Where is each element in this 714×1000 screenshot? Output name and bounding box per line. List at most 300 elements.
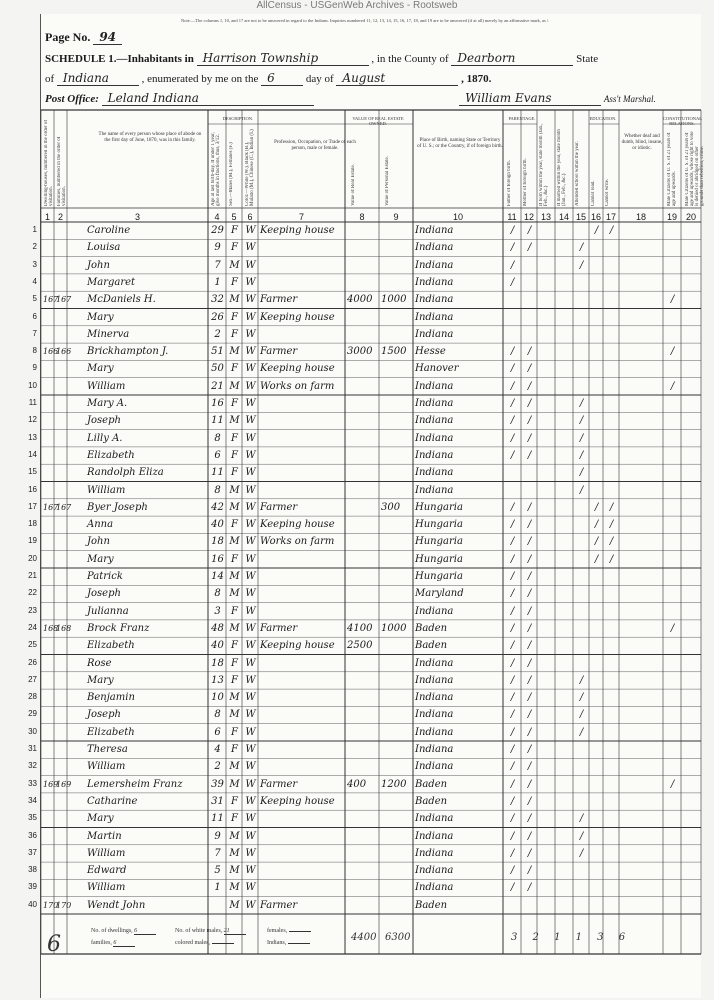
mother-foreign-mark: / bbox=[527, 709, 532, 721]
column-number-3: 3 bbox=[134, 212, 140, 222]
mother-foreign-mark: / bbox=[527, 865, 532, 877]
column-number-16: 16 bbox=[590, 212, 601, 222]
father-foreign-mark: / bbox=[510, 519, 515, 531]
birthplace: Hungaria bbox=[415, 571, 463, 582]
father-foreign-mark: / bbox=[510, 692, 515, 704]
school-mark: / bbox=[579, 813, 584, 825]
dwelling-number: 166 bbox=[43, 347, 59, 357]
row-number: 25 bbox=[28, 640, 37, 650]
color: W bbox=[245, 761, 256, 773]
mother-foreign-mark: / bbox=[527, 380, 532, 392]
col-header-family: Families, numbered in the order of visitation. bbox=[57, 136, 67, 206]
col-header-vote-denied: Male Citizens of U. S. of 21 years of age and upwards, whose right to vote is denied or abridged on other grounds than rebellion, crime. bbox=[685, 131, 705, 206]
father-foreign-mark: / bbox=[510, 449, 515, 461]
cannot-write-mark: / bbox=[609, 553, 614, 565]
marshal-name: William Evans bbox=[459, 91, 601, 106]
township: Harrison Township bbox=[197, 51, 369, 66]
person-name: Joseph bbox=[87, 415, 121, 427]
person-name: Mary bbox=[87, 311, 114, 323]
indians-label: Indians, bbox=[267, 940, 287, 946]
col-header-name: The name of every person whose place of abode on the first day of June, 1870, was in this family. bbox=[98, 132, 202, 143]
sex: F bbox=[231, 674, 238, 686]
occupation: Farmer bbox=[260, 899, 298, 911]
family-number: 170 bbox=[56, 900, 72, 910]
age: 11 bbox=[211, 813, 224, 825]
females-label: females, bbox=[267, 928, 288, 934]
age: 8 bbox=[214, 709, 221, 721]
person-name: Elizabeth bbox=[87, 449, 135, 461]
father-foreign-mark: / bbox=[510, 432, 515, 444]
cannot-write-mark: / bbox=[609, 225, 614, 236]
person-name: Caroline bbox=[87, 225, 131, 236]
birthplace: Indiana bbox=[415, 865, 454, 877]
birthplace: Baden bbox=[415, 899, 448, 911]
birthplace: Indiana bbox=[415, 398, 454, 409]
mother-foreign-mark: / bbox=[527, 813, 532, 825]
group-description: DESCRIPTION. bbox=[222, 116, 254, 121]
enumeration-day: 6 bbox=[261, 71, 303, 86]
sex: F bbox=[231, 553, 238, 565]
color: W bbox=[245, 830, 256, 842]
birthplace: Indiana bbox=[415, 744, 454, 755]
col-header-dwelling: Dwelling-houses, numbered in the order of visitation. bbox=[44, 119, 54, 206]
age: 3 bbox=[214, 605, 221, 617]
age: 18 bbox=[211, 657, 224, 669]
father-foreign-mark: / bbox=[510, 380, 515, 392]
person-name: Brock Franz bbox=[87, 622, 150, 634]
color: W bbox=[245, 899, 256, 911]
birthplace: Indiana bbox=[415, 847, 454, 859]
mother-foreign-mark: / bbox=[527, 692, 532, 704]
row-number: 35 bbox=[28, 813, 37, 823]
school-mark: / bbox=[579, 709, 584, 721]
school-mark: / bbox=[579, 259, 584, 271]
school-mark: / bbox=[579, 467, 584, 479]
person-name: William bbox=[87, 761, 126, 773]
row-number: 6 bbox=[32, 311, 37, 321]
column-number-1: 1 bbox=[44, 212, 50, 222]
father-foreign-mark: / bbox=[510, 259, 515, 271]
column-number-19: 19 bbox=[666, 212, 677, 222]
col-header-male-citizens: Male Citizens of U. S. of 21 years of age and upwards. bbox=[667, 132, 677, 206]
state: Indiana bbox=[57, 71, 139, 86]
occupation: Keeping house bbox=[260, 795, 335, 807]
color: W bbox=[245, 467, 256, 479]
birthplace: Indiana bbox=[415, 605, 454, 617]
row-number: 11 bbox=[28, 398, 37, 407]
occupation: Works on farm bbox=[260, 380, 335, 392]
column-number-6: 6 bbox=[247, 212, 253, 222]
person-name: Joseph bbox=[87, 709, 121, 721]
father-foreign-mark: / bbox=[510, 813, 515, 825]
age: 2 bbox=[214, 761, 221, 773]
person-name: Martin bbox=[87, 830, 122, 842]
color: W bbox=[245, 259, 256, 271]
row-number: 32 bbox=[28, 761, 37, 771]
sex: M bbox=[229, 830, 240, 842]
father-foreign-mark: / bbox=[510, 501, 515, 513]
age: 6 bbox=[214, 726, 221, 738]
group-education: EDUCATION. bbox=[589, 116, 617, 121]
birthplace: Hanover bbox=[415, 363, 459, 375]
group-constitutional: CONSTITUTIONAL RELATIONS. bbox=[663, 116, 702, 126]
father-foreign-mark: / bbox=[510, 242, 515, 254]
father-foreign-mark: / bbox=[510, 605, 515, 617]
white-males-label: No. of white males, bbox=[175, 928, 223, 934]
father-foreign-mark: / bbox=[510, 346, 515, 358]
row-number: 31 bbox=[28, 744, 37, 753]
occupation: Farmer bbox=[260, 778, 298, 790]
row-number: 17 bbox=[28, 501, 37, 511]
of-label: of bbox=[45, 73, 55, 85]
occupation: Keeping house bbox=[260, 225, 335, 236]
sex: M bbox=[229, 294, 240, 306]
color: W bbox=[245, 242, 256, 254]
father-foreign-mark: / bbox=[510, 744, 515, 755]
row-number: 37 bbox=[28, 847, 37, 857]
sex: M bbox=[229, 415, 240, 427]
sex: F bbox=[231, 363, 238, 375]
row-number: 23 bbox=[28, 605, 37, 615]
person-name: John bbox=[87, 536, 110, 548]
age: 5 bbox=[214, 865, 221, 877]
row-number: 26 bbox=[28, 657, 37, 667]
mother-foreign-mark: / bbox=[527, 830, 532, 842]
birthplace: Indiana bbox=[415, 415, 454, 427]
person-name: Patrick bbox=[87, 571, 123, 582]
person-name: William bbox=[87, 847, 126, 859]
col-header-cannot-read: Cannot read. bbox=[591, 180, 596, 206]
page-number: 94 bbox=[93, 30, 122, 45]
age: 50 bbox=[211, 363, 224, 375]
sex: F bbox=[231, 449, 238, 461]
footer-dwellings bbox=[91, 928, 156, 935]
column-number-12: 12 bbox=[523, 212, 534, 222]
sex: F bbox=[231, 519, 238, 531]
post-office: Leland Indiana bbox=[102, 91, 314, 106]
color: W bbox=[245, 276, 256, 288]
person-name: Lemersheim Franz bbox=[87, 778, 183, 790]
sex: M bbox=[229, 882, 240, 894]
occupation: Keeping house bbox=[260, 640, 335, 652]
col-header-occupation: Profession, Occupation, or Trade of each person, male or female. bbox=[274, 140, 356, 151]
col-header-mother-foreign: Mother of foreign birth. bbox=[523, 158, 528, 206]
birthplace: Baden bbox=[415, 778, 448, 790]
father-foreign-mark: / bbox=[510, 640, 515, 652]
birthplace: Indiana bbox=[415, 726, 454, 738]
school-mark: / bbox=[579, 674, 584, 686]
father-foreign-mark: / bbox=[510, 761, 515, 773]
row-number: 20 bbox=[28, 553, 37, 563]
age: 11 bbox=[211, 415, 224, 427]
color: W bbox=[245, 380, 256, 392]
cannot-read-mark: / bbox=[594, 553, 599, 565]
sex: F bbox=[231, 328, 238, 340]
cannot-write-mark: / bbox=[609, 519, 614, 531]
cannot-write-mark: / bbox=[609, 536, 614, 548]
occupation: Works on farm bbox=[260, 536, 335, 548]
age: 14 bbox=[211, 571, 224, 582]
column-number-8: 8 bbox=[359, 212, 365, 222]
row-number: 36 bbox=[28, 830, 37, 840]
row-number: 18 bbox=[28, 519, 37, 529]
school-mark: / bbox=[579, 847, 584, 859]
father-foreign-mark: / bbox=[510, 830, 515, 842]
column-number-15: 15 bbox=[575, 212, 586, 222]
birthplace: Indiana bbox=[415, 311, 454, 323]
cannot-read-mark: / bbox=[594, 501, 599, 513]
col-header-sex: Sex.—Males (M.), Females (F.) bbox=[229, 142, 234, 206]
father-foreign-mark: / bbox=[510, 536, 515, 548]
birthplace: Indiana bbox=[415, 761, 454, 773]
color: W bbox=[245, 588, 256, 600]
real-estate-value: 3000 bbox=[347, 346, 373, 358]
column-number-2: 2 bbox=[57, 212, 63, 222]
person-name: Wendt John bbox=[87, 899, 146, 911]
census-sheet bbox=[28, 14, 705, 998]
age: 40 bbox=[211, 640, 224, 652]
enumeration-month: August bbox=[336, 71, 458, 86]
age: 6 bbox=[214, 449, 221, 461]
color: W bbox=[245, 432, 256, 444]
age: 9 bbox=[214, 830, 221, 842]
person-name: Mary A. bbox=[87, 398, 128, 409]
age: 29 bbox=[211, 225, 224, 236]
sex: M bbox=[229, 709, 240, 721]
color: W bbox=[245, 536, 256, 548]
school-mark: / bbox=[579, 449, 584, 461]
birthplace: Indiana bbox=[415, 432, 454, 444]
group-parentage: PARENTAGE. bbox=[508, 116, 536, 121]
row-number: 7 bbox=[32, 328, 37, 338]
row-number: 38 bbox=[28, 865, 37, 875]
row-number: 8 bbox=[32, 346, 37, 356]
sex: F bbox=[231, 225, 238, 236]
occupation: Farmer bbox=[260, 294, 298, 306]
age: 8 bbox=[214, 588, 221, 600]
person-name: Mary bbox=[87, 674, 114, 686]
person-name: Edward bbox=[87, 865, 127, 877]
personal-estate-value: 300 bbox=[381, 501, 401, 513]
age: 21 bbox=[211, 380, 224, 392]
mother-foreign-mark: / bbox=[527, 744, 532, 755]
father-foreign-mark: / bbox=[510, 553, 515, 565]
row-number: 3 bbox=[32, 259, 37, 269]
family-number: 167 bbox=[56, 502, 72, 512]
color: W bbox=[245, 692, 256, 704]
school-mark: / bbox=[579, 726, 584, 738]
sex: M bbox=[229, 571, 240, 582]
mother-foreign-mark: / bbox=[527, 640, 532, 652]
row-number: 22 bbox=[28, 588, 37, 598]
person-name: Julianna bbox=[87, 605, 129, 617]
color: W bbox=[245, 311, 256, 323]
column-number-7: 7 bbox=[298, 212, 304, 222]
birthplace: Hungaria bbox=[415, 501, 463, 513]
occupation: Keeping house bbox=[260, 363, 335, 375]
color: W bbox=[245, 709, 256, 721]
color: W bbox=[245, 571, 256, 582]
age: 40 bbox=[211, 519, 224, 531]
sex: F bbox=[231, 744, 238, 755]
color: W bbox=[245, 674, 256, 686]
sex: M bbox=[229, 501, 240, 513]
sex: F bbox=[231, 813, 238, 825]
colored-males-label: colored males, bbox=[175, 940, 210, 946]
age: 31 bbox=[211, 795, 224, 807]
father-foreign-mark: / bbox=[510, 726, 515, 738]
footer-white-males bbox=[175, 928, 246, 935]
state-label: State bbox=[576, 53, 599, 65]
birthplace: Indiana bbox=[415, 830, 454, 842]
birthplace: Hungaria bbox=[415, 536, 463, 548]
row-number: 40 bbox=[28, 899, 37, 909]
mother-foreign-mark: / bbox=[527, 622, 532, 634]
sex: M bbox=[229, 536, 240, 548]
col-header-father-foreign: Father of foreign birth. bbox=[507, 160, 512, 206]
mother-foreign-mark: / bbox=[527, 536, 532, 548]
footer-colored-males bbox=[175, 940, 234, 946]
column-number-14: 14 bbox=[558, 212, 569, 222]
person-name: Elizabeth bbox=[87, 640, 135, 652]
sex: F bbox=[231, 467, 238, 479]
birthplace: Indiana bbox=[415, 674, 454, 686]
cannot-write-mark: / bbox=[609, 501, 614, 513]
mother-foreign-mark: / bbox=[527, 242, 532, 254]
row-number: 19 bbox=[28, 536, 37, 546]
mother-foreign-mark: / bbox=[527, 778, 532, 790]
father-foreign-mark: / bbox=[510, 795, 515, 807]
dwelling-number: 170 bbox=[43, 900, 59, 910]
father-foreign-mark: / bbox=[510, 571, 515, 582]
mother-foreign-mark: / bbox=[527, 571, 532, 582]
sex: M bbox=[229, 847, 240, 859]
white-males-count: 21 bbox=[224, 928, 246, 935]
school-mark: / bbox=[579, 432, 584, 444]
father-foreign-mark: / bbox=[510, 778, 515, 790]
family-number: 168 bbox=[56, 623, 72, 633]
age: 42 bbox=[211, 501, 224, 513]
birthplace: Indiana bbox=[415, 259, 454, 271]
birthplace: Indiana bbox=[415, 657, 454, 669]
dwellings-label: No. of dwellings, bbox=[91, 928, 133, 934]
school-mark: / bbox=[579, 242, 584, 254]
person-name: Minerva bbox=[87, 328, 130, 340]
families-count: 6 bbox=[113, 940, 135, 947]
mother-foreign-mark: / bbox=[527, 882, 532, 894]
color: W bbox=[245, 225, 256, 236]
sex: M bbox=[229, 588, 240, 600]
row-number: 21 bbox=[28, 571, 37, 580]
footer-families bbox=[91, 940, 135, 947]
col-header-married-year: If married within the year, state month (Jan., Feb., &c.) bbox=[557, 129, 567, 206]
sex: M bbox=[229, 778, 240, 790]
father-foreign-mark: / bbox=[510, 363, 515, 375]
color: W bbox=[245, 519, 256, 531]
father-foreign-mark: / bbox=[510, 622, 515, 634]
color: W bbox=[245, 640, 256, 652]
person-name: McDaniels H. bbox=[87, 294, 156, 306]
row-number: 30 bbox=[28, 726, 37, 736]
person-name: John bbox=[87, 259, 110, 271]
footer-real-estate-total: 4400 bbox=[351, 932, 377, 943]
row-number: 28 bbox=[28, 692, 37, 702]
mother-foreign-mark: / bbox=[527, 225, 532, 236]
row-number: 9 bbox=[32, 363, 37, 373]
person-name: Theresa bbox=[87, 744, 128, 755]
male-citizen-mark: / bbox=[670, 380, 675, 392]
row-number: 34 bbox=[28, 795, 37, 805]
color: W bbox=[245, 484, 256, 496]
personal-estate-value: 1500 bbox=[381, 346, 407, 358]
families-label: families, bbox=[91, 940, 112, 946]
father-foreign-mark: / bbox=[510, 276, 515, 288]
mother-foreign-mark: / bbox=[527, 605, 532, 617]
color: W bbox=[245, 778, 256, 790]
color: W bbox=[245, 328, 256, 340]
sex: F bbox=[231, 726, 238, 738]
father-foreign-mark: / bbox=[510, 865, 515, 877]
sex: F bbox=[231, 311, 238, 323]
age: 16 bbox=[211, 553, 224, 565]
birthplace: Indiana bbox=[415, 328, 454, 340]
father-foreign-mark: / bbox=[510, 674, 515, 686]
age: 51 bbox=[211, 346, 224, 358]
color: W bbox=[245, 363, 256, 375]
col-header-school: Attended school within the year. bbox=[575, 141, 580, 206]
mother-foreign-mark: / bbox=[527, 415, 532, 427]
person-name: Joseph bbox=[87, 588, 121, 600]
age: 16 bbox=[211, 398, 224, 409]
row-number: 27 bbox=[28, 674, 37, 684]
birthplace: Indiana bbox=[415, 225, 454, 236]
schedule-label: SCHEDULE 1.—Inhabitants in bbox=[45, 53, 194, 65]
dwelling-number: 169 bbox=[43, 779, 59, 789]
row-number: 1 bbox=[32, 225, 37, 234]
real-estate-value: 2500 bbox=[347, 640, 373, 652]
row-number: 5 bbox=[32, 294, 37, 304]
column-number-20: 20 bbox=[685, 212, 696, 222]
column-number-5: 5 bbox=[231, 212, 237, 222]
person-name: Rose bbox=[87, 657, 112, 669]
color: W bbox=[245, 744, 256, 755]
person-name: Louisa bbox=[87, 242, 121, 254]
male-citizen-mark: / bbox=[670, 622, 675, 634]
dwellings-count: 6 bbox=[134, 928, 156, 935]
footer-indians bbox=[267, 940, 310, 946]
father-foreign-mark: / bbox=[510, 398, 515, 409]
age: 9 bbox=[214, 242, 221, 254]
mother-foreign-mark: / bbox=[527, 519, 532, 531]
person-name: Mary bbox=[87, 553, 114, 565]
father-foreign-mark: / bbox=[510, 225, 515, 236]
row-number: 10 bbox=[28, 380, 37, 390]
school-mark: / bbox=[579, 830, 584, 842]
personal-estate-value: 1000 bbox=[381, 294, 407, 306]
birthplace: Indiana bbox=[415, 467, 454, 479]
row-number: 24 bbox=[28, 622, 37, 632]
sex: F bbox=[231, 795, 238, 807]
mother-foreign-mark: / bbox=[527, 363, 532, 375]
row-number: 39 bbox=[28, 882, 37, 892]
person-name: Lilly A. bbox=[87, 432, 123, 444]
father-foreign-mark: / bbox=[510, 588, 515, 600]
col-header-personal-estate: Value of Personal Estate. bbox=[385, 156, 390, 206]
col-header-cannot-write: Cannot write. bbox=[605, 178, 610, 206]
mother-foreign-mark: / bbox=[527, 847, 532, 859]
birthplace: Indiana bbox=[415, 449, 454, 461]
family-number: 169 bbox=[56, 779, 72, 789]
